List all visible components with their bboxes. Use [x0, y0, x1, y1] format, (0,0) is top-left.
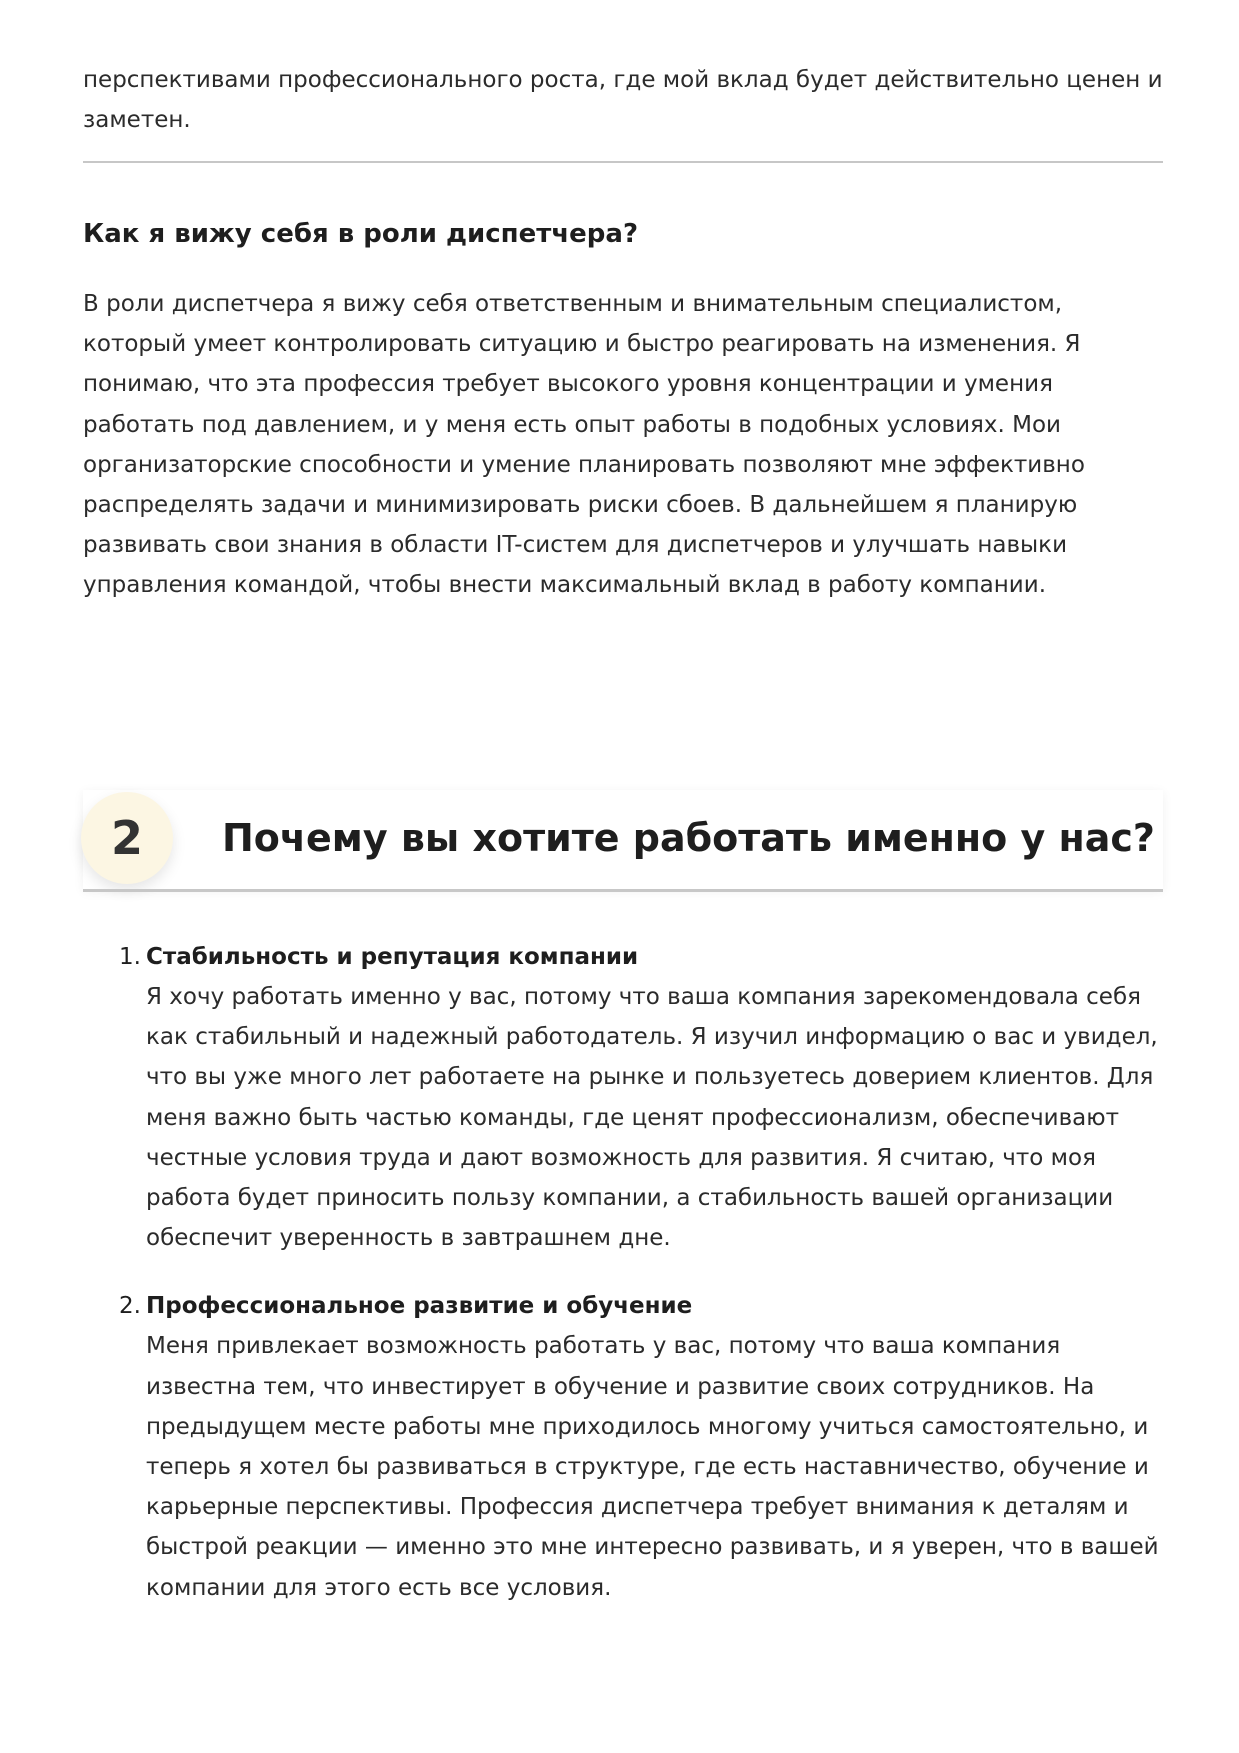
list-item-title: Стабильность и репутация компании: [146, 944, 639, 970]
intro-continuation-paragraph: перспективами профессионального роста, где мой вклад будет действительно ценен и заметен.: [83, 67, 1163, 133]
list-item-number: 1.: [119, 944, 141, 970]
list-item-text: Я хочу работать именно у вас, потому что ваша компания зарекомендовала себя как стабильный и надежный работодатель. Я изучил информацию о вас и увидел, что вы уже много лет работаете на рынке и пользуетесь доверием клиентов. Для меня важно быть частью команды, где ценят профессионализм, обеспечивают честные условия труда и дают возможность для развития. Я считаю, что моя работа будет приносить пользу компании, а стабильность вашей организации обеспечит уверенность в завтрашнем дне.: [146, 984, 1158, 1252]
dispatcher-role-heading: Как я вижу себя в роли диспетчера?: [83, 219, 639, 249]
reasons-list: [83, 937, 1163, 1636]
list-item: [83, 937, 1163, 1258]
section-header: [83, 790, 1163, 892]
list-item: [83, 1286, 1163, 1607]
dispatcher-role-paragraph: В роли диспетчера я вижу себя ответственным и внимательным специалистом, который умеет контролировать ситуацию и быстро реагировать на изменения. Я понимаю, что эта профессия требует высокого уровня концентрации и умения работать под давлением, и у меня есть опыт работы в подобных условиях. Мои организаторские способности и умение планировать позволяют мне эффективно распределять задачи и минимизировать риски сбоев. В дальнейшем я планирую развивать свои знания в области IT-систем для диспетчеров и улучшать навыки управления командой, чтобы внести максимальный вклад в работу компании.: [83, 291, 1085, 599]
section-title: Почему вы хотите работать именно у нас?: [222, 816, 1155, 860]
document-page: [83, 0, 1163, 1601]
list-item-number: 2.: [119, 1293, 141, 1320]
list-item-text: Меня привлекает возможность работать у вас, потому что ваша компания известна тем, что инвестирует в обучение и развитие своих сотрудников. На предыдущем месте работы мне приходилось многому учиться самостоятельно, и теперь я хотел бы развиваться в структуре, где есть наставничество, обучение и карьерные перспективы. Профессия диспетчера требует внимания к деталям и быстрой реакции — именно это мне интересно развивать, и я уверен, что в вашей компании для этого есть все условия.: [146, 1333, 1159, 1601]
section-underline: [83, 889, 1163, 892]
list-item-title: Профессиональное развитие и обучение: [146, 1293, 693, 1320]
section-number-badge: 2: [81, 792, 173, 884]
